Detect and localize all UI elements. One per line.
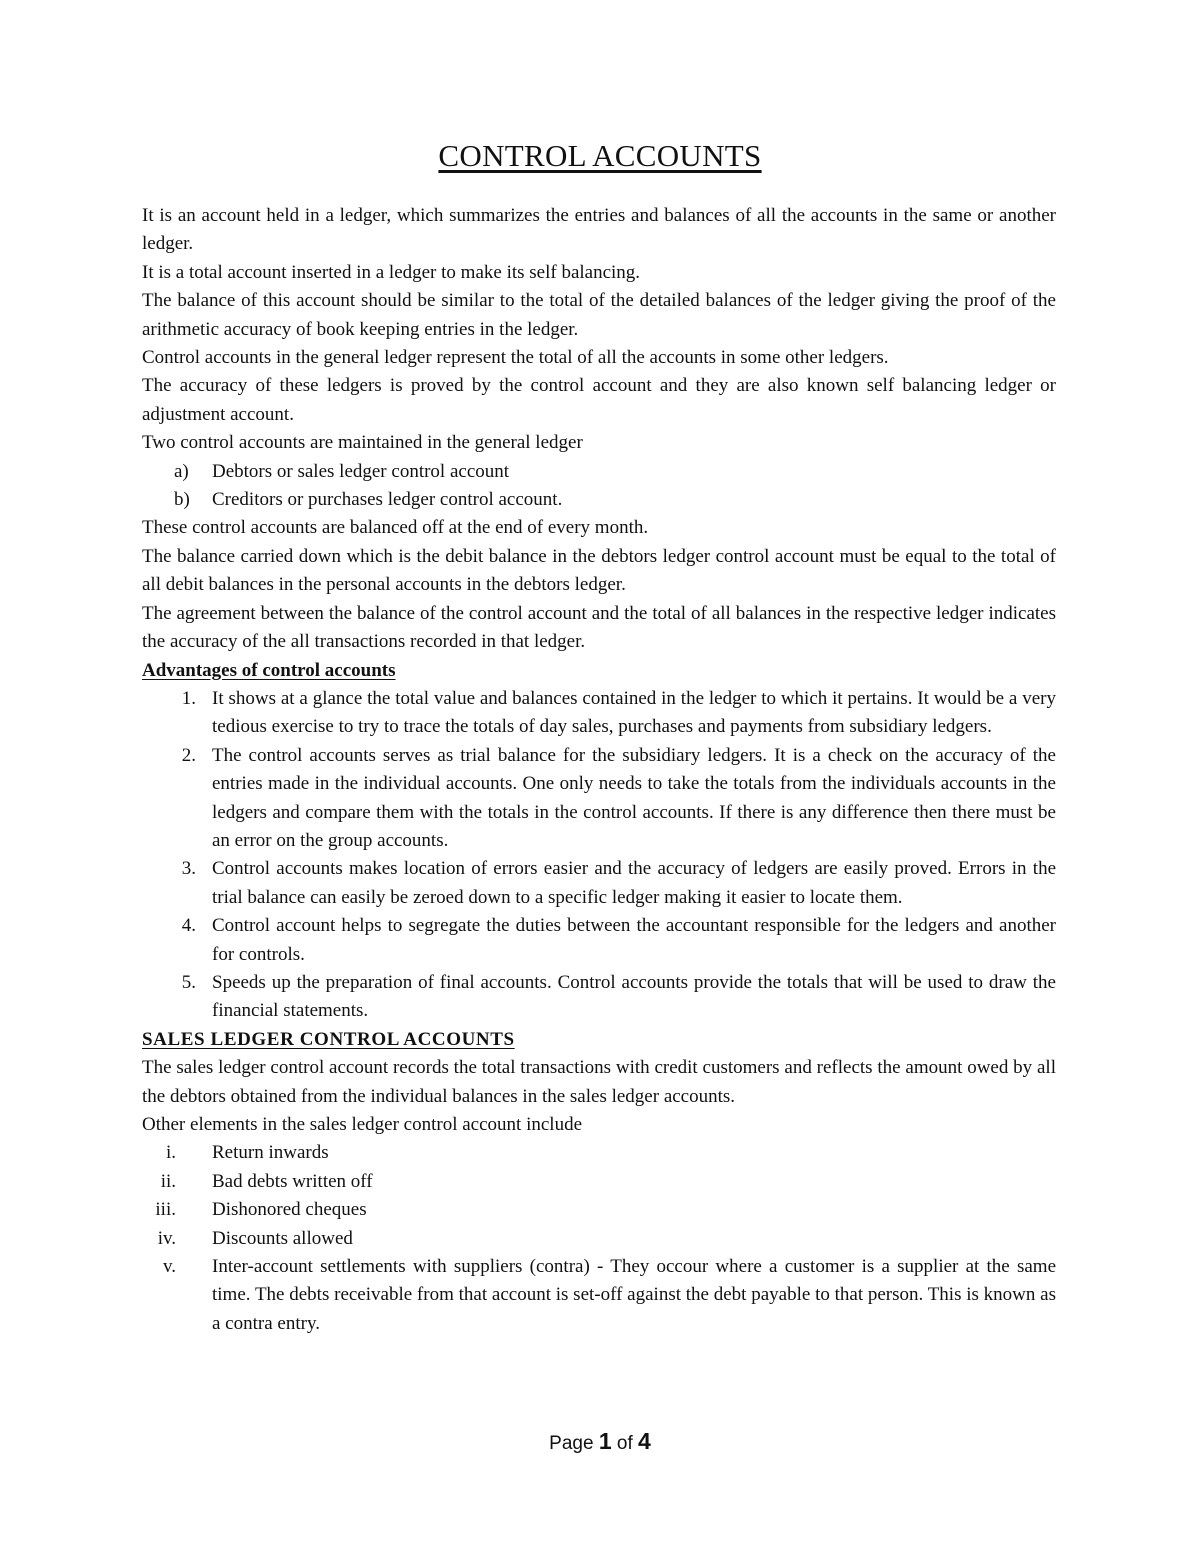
list-item-text: Debtors or sales ledger control account	[212, 460, 510, 482]
intro-paragraph: Two control accounts are maintained in the general ledger	[142, 432, 583, 454]
list-item-text: It shows at a glance the total value and balances contained in the ledger to which it pertains. It would be a very tedious exercise to try to trace the totals of day sales, purchases and payments from subsidiary ledgers.	[212, 687, 1056, 738]
sales-heading-text: SALES LEDGER CONTROL ACCOUNTS	[142, 1028, 515, 1050]
list-item	[142, 912, 1056, 969]
sales-paragraph: The sales ledger control account records the total transactions with credit customers and reflects the amount owed by all the debtors obtained from the individual balances in the sales ledger accounts.	[142, 1057, 1056, 1107]
sales-paragraph: Other elements in the sales ledger control account include	[142, 1114, 583, 1135]
advantages-heading-text: Advantages of control accounts	[142, 659, 396, 681]
list-item-text: Speeds up the preparation of final accounts. Control accounts provide the totals that will be used to draw the financial statements.	[212, 971, 1056, 1022]
list-item	[142, 685, 1056, 742]
list-marker: a)	[174, 460, 189, 482]
body-paragraph: These control accounts are balanced off at the end of every month.	[142, 517, 649, 539]
current-page-number: 1	[598, 1428, 612, 1454]
list-marker: 1.	[181, 687, 196, 709]
list-marker: i.	[165, 1142, 176, 1164]
list-marker: iv.	[157, 1227, 176, 1249]
sales-elements-list	[142, 1139, 1056, 1338]
list-marker: 3.	[181, 858, 196, 880]
list-item	[142, 742, 1056, 856]
list-item-text: The control accounts serves as trial balance for the subsidiary ledgers. It is a check on the accuracy of the entries made in the individual accounts. One only needs to take the totals from the individuals accounts in the ledgers and compare them with the totals in the control accounts. If there is any difference then there must be an error on the group accounts.	[212, 744, 1056, 851]
of-label: of	[616, 1433, 633, 1454]
list-item-text: Discounts allowed	[212, 1227, 353, 1249]
list-item	[142, 1225, 1056, 1253]
advantages-heading	[142, 657, 1056, 685]
list-item-text: Control account helps to segregate the duties between the accountant responsible for the ledgers and another for controls.	[212, 915, 1056, 965]
intro-paragraph: The accuracy of these ledgers is proved by the control account and they are also known self balancing ledger or adjustment account.	[142, 375, 1056, 425]
list-marker: b)	[174, 489, 190, 511]
list-item-text: Return inwards	[212, 1142, 329, 1164]
list-item	[142, 855, 1056, 912]
list-item	[142, 1139, 1056, 1167]
list-item	[142, 1196, 1056, 1224]
intro-paragraph: Control accounts in the general ledger represent the total of all the accounts in some other ledgers.	[142, 347, 889, 369]
intro-paragraph: It is an account held in a ledger, which summarizes the entries and balances of all the accounts in the same or another ledger.	[142, 205, 1056, 255]
advantages-list	[142, 685, 1056, 1026]
list-item	[142, 458, 1056, 486]
list-item-text: Control accounts makes location of errors easier and the accuracy of ledgers are easily proved. Errors in the trial balance can easily be zeroed down to a specific ledger making it easier to locate them.	[212, 858, 1056, 908]
intro-paragraph: It is a total account inserted in a ledger to make its self balancing.	[142, 261, 641, 283]
list-item	[142, 969, 1056, 1026]
list-marker: 5.	[181, 971, 196, 993]
body-paragraph: The agreement between the balance of the control account and the total of all balances in the respective ledger indicates the accuracy of the all transactions recorded in that ledger.	[142, 602, 1056, 653]
list-item	[142, 1253, 1056, 1338]
list-item-text: Bad debts written off	[212, 1170, 373, 1192]
sales-heading	[142, 1026, 1056, 1054]
list-marker: ii.	[160, 1170, 176, 1192]
list-item	[142, 486, 1056, 514]
list-item-text: Inter-account settlements with suppliers (contra) - They occour where a customer is a supplier at the same time. The debts receivable from that account is set-off against the debt payable to that person. This is known as a contra entry.	[212, 1256, 1056, 1334]
list-item-text: Creditors or purchases ledger control account.	[212, 489, 563, 511]
list-item	[142, 1168, 1056, 1196]
page-label: Page	[549, 1433, 594, 1454]
control-account-types-list	[142, 458, 1056, 515]
total-pages-number: 4	[638, 1428, 651, 1454]
document-title: CONTROL ACCOUNTS	[438, 138, 762, 173]
list-marker: 2.	[181, 744, 196, 766]
list-marker: v.	[162, 1256, 176, 1278]
body-paragraph: The balance carried down which is the debit balance in the debtors ledger control account must be equal to the total of all debit balances in the personal accounts in the debtors ledger.	[142, 545, 1056, 596]
intro-paragraph: The balance of this account should be similar to the total of the detailed balances of the ledger giving the proof of the arithmetic accuracy of book keeping entries in the ledger.	[142, 290, 1056, 340]
list-marker: iii.	[155, 1199, 176, 1221]
page-number-footer	[0, 1428, 1200, 1455]
list-marker: 4.	[181, 915, 196, 937]
list-item-text: Dishonored cheques	[212, 1199, 367, 1221]
document-body	[142, 202, 1056, 1338]
